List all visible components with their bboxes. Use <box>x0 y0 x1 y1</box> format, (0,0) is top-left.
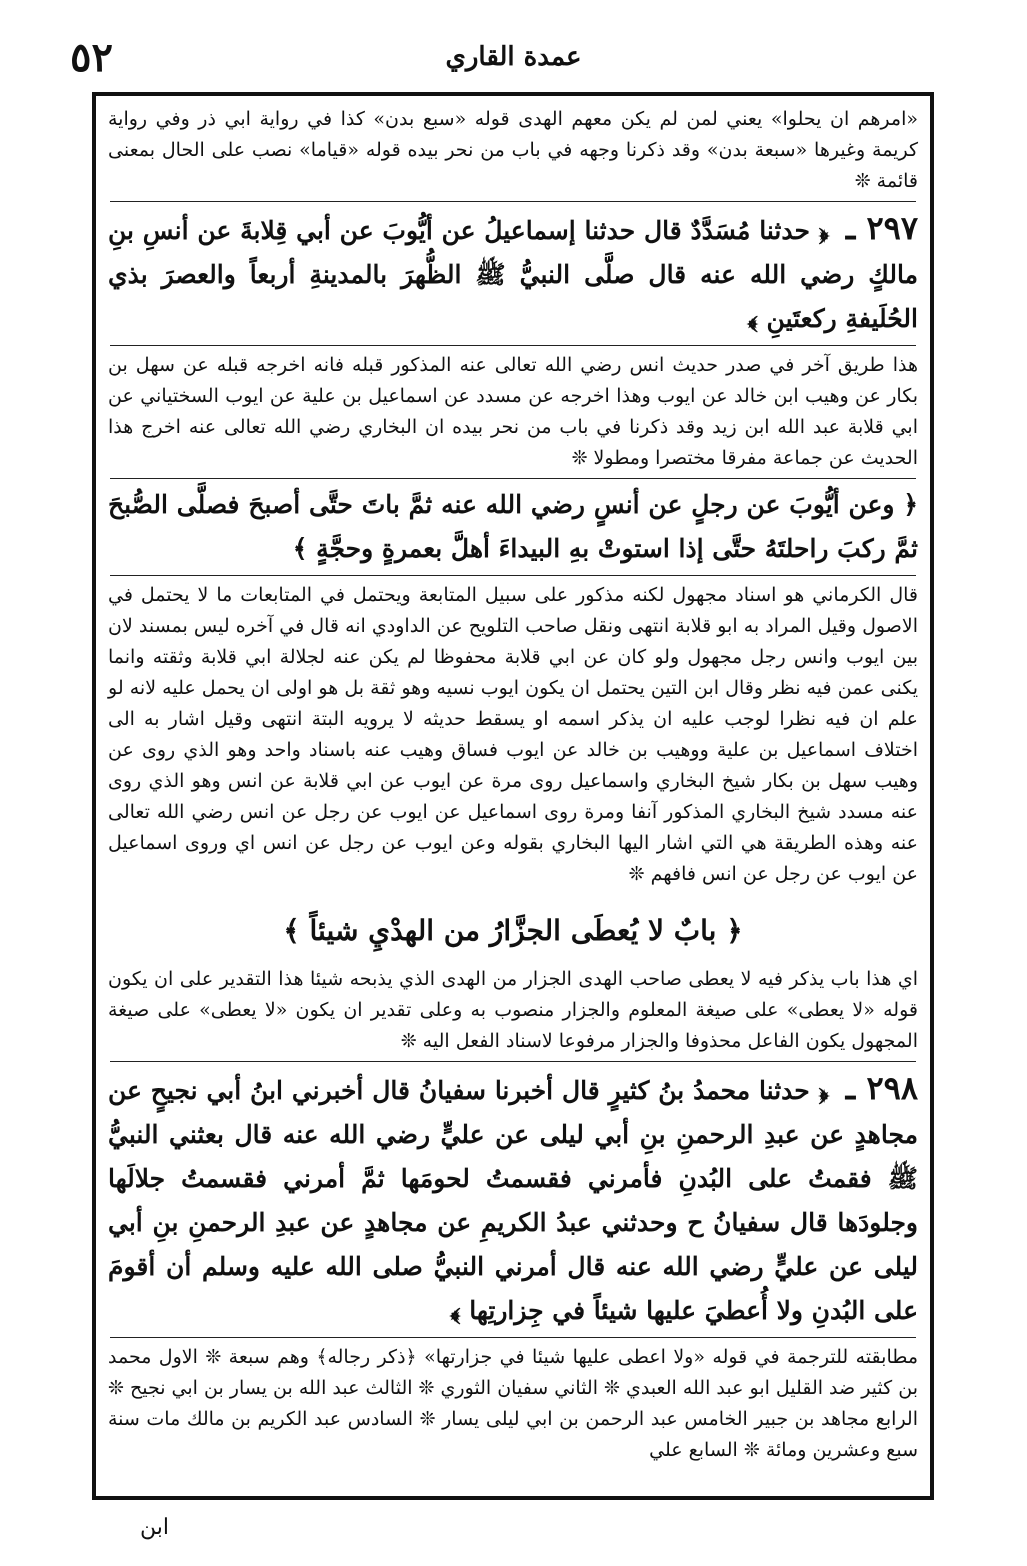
commentary-paragraph: اي هذا باب يذكر فيه لا يعطى صاحب الهدى الجزار من الهدى الذي يذبحه شيئا هذا التقدير على ان يكون قوله «لا يعطى» على صيغة المعلوم والجزار منصوب به وعلى تقدير ان يكون «لا يعطى» على صيغة المجهول يكون الفاعل محذوفا والجزار مرفوعا لاسناد الفعل اليه ❊ <box>108 968 918 1052</box>
divider <box>110 201 916 202</box>
running-title: عمدة القاري <box>445 42 582 72</box>
hadith-body: ﴿ حدثنا محمدُ بنُ كثيرٍ قال أخبرنا سفيانُ قال أخبرني ابنُ أبي نجيحٍ عن مجاهدٍ عن عبدِ الرحمنِ بنِ أبي ليلى عن عليٍّ رضي الله عنه قال بعثني النبيُّ ﷺ فقمتُ على البُدنِ فأمرني فقسمتُ لحومَها ثمَّ أمرني فقسمتُ جلالَها وجلودَها قال سفيانُ ح وحدثني عبدُ الكريمِ عن مجاهدٍ عن عبدِ الرحمنِ بنِ أبي ليلى عن عليٍّ رضي الله عنه قال أمرني النبيُّ صلى الله عليه وسلم أن أقومَ على البُدنِ ولا أُعطيَ عليها شيئاً في جِزارتِها ﴾ <box>108 1076 918 1325</box>
page-number: ٥٢ <box>70 34 113 81</box>
commentary-paragraph: قال الكرماني هو اسناد مجهول لكنه مذكور على سبيل المتابعة ويحتمل في المتابعات ما لا يحتمل في الاصول وقيل المراد به ابو قلابة انتهى ونقل صاحب التلويح عن الداودي انه قال في آخره ليس بمسند لان بين ايوب وانس رجل مجهول ولو كان عن ابي قلابة محفوظا لم يكن عنه لجلالة ابي قلابة وثقته وانما يكنى عمن فيه نظر وقال ابن التين يحتمل ان يكون ايوب نسيه وهو ثقة بل هو اولى ان يحمل عليه لانه لو علم ان فيه نظرا لوجب عليه ان يذكر اسمه او يسقط حديثه لا يرويه البتة انتهى وقيل اشار به الى اختلاف اسماعيل بن علية ووهيب بن خالد عن ايوب فساق وهيب عنه باسناد واحد وهو الذي روى عن وهيب سهل بن بكار شيخ البخاري واسماعيل روى مرة عن ايوب عن ابي قلابة عن انس وهو الذي روى عنه مسدد شيخ البخاري المذكور آنفا ومرة روى اسماعيل عن ايوب عن رجل عن انس رضي الله تعالى عنه وهذه الطريقة هي التي اشار اليها البخاري بقوله وعن ايوب عن رجل عن انس اي وروى اسماعيل عن ايوب عن رجل عن انس فافهم ❊ <box>108 584 918 885</box>
hadith-body: ﴿ حدثنا مُسَدَّدٌ قال حدثنا إسماعيلُ عن أيُّوبَ عن أبي قِلابةَ عن أنسِ بنِ مالكٍ رضي الله عنه قال صلَّى النبيُّ ﷺ الظُّهرَ بالمدينةِ أربعاً والعصرَ بذي الحُلَيفةِ ركعتَينِ ﴾ <box>108 216 918 333</box>
hadith-text <box>108 1066 918 1333</box>
divider <box>110 1337 916 1338</box>
divider <box>110 1061 916 1062</box>
text-frame <box>92 92 934 1500</box>
commentary-paragraph: مطابقته للترجمة في قوله «ولا اعطى عليها شيئا في جزارتها» ﴿ذكر رجاله﴾ وهم سبعة ❊ الاول محمد بن كثير ضد القليل ابو عبد الله العبدي ❊ الثاني سفيان الثوري ❊ الثالث عبد الله بن يسار بن ابي نجيح ❊ الرابع مجاهد بن جبير الخامس عبد الرحمن بن ابي ليلى يسار ❊ السادس عبد الكريم بن مالك مات سنة سبع وعشرين ومائة ❊ السابع علي <box>108 1346 918 1461</box>
hadith-body: ﴿ وعن أيُّوبَ عن رجلٍ عن أنسٍ رضي الله عنه ثمَّ باتَ حتَّى أصبحَ فصلَّى الصُّبحَ ثمَّ ركبَ راحلتَهُ حتَّى إذا استوتْ بهِ البيداءَ أهلَّ بعمرةٍ وحجَّةٍ ﴾ <box>108 490 918 563</box>
hadith-number: ٢٩٧ ـ <box>845 209 918 247</box>
divider <box>110 575 916 576</box>
commentary-paragraph: «امرهم ان يحلوا» يعني لمن لم يكن معهم الهدى قوله «سبع بدن» كذا في رواية ابي ذر وفي رواية كريمة وغيرها «سبعة بدن» وقد ذكرنا وجهه في باب من نحر بيده قوله «قياما» نصب على الحال بمعنى قائمة ❊ <box>108 108 919 192</box>
page-header <box>60 30 967 80</box>
catchword: ابن <box>140 1515 169 1540</box>
hadith-number: ٢٩٨ ـ <box>845 1069 919 1107</box>
hadith-text <box>108 483 918 571</box>
hadith-text <box>108 206 918 341</box>
divider <box>110 478 916 479</box>
chapter-heading: ﴿ بابٌ لا يُعطَى الجزَّارُ من الهدْيِ شيئاً ﴾ <box>283 914 743 947</box>
divider <box>110 345 916 346</box>
commentary-paragraph: هذا طريق آخر في صدر حديث انس رضي الله تعالى عنه المذكور قبله فانه اخرجه قبله عن سهل بن بكار عن وهيب ابن خالد عن ايوب وهذا اخرجه عن مسدد عن اسماعيل بن علية عن ايوب السختياني عن ابي قلابة عبد الله ابن زيد وقد ذكرنا في باب من نحر بيده ان البخاري رضي الله تعالى عنه اخرج هذا الحديث عن جماعة مفرقا مختصرا ومطولا ❊ <box>108 354 918 469</box>
